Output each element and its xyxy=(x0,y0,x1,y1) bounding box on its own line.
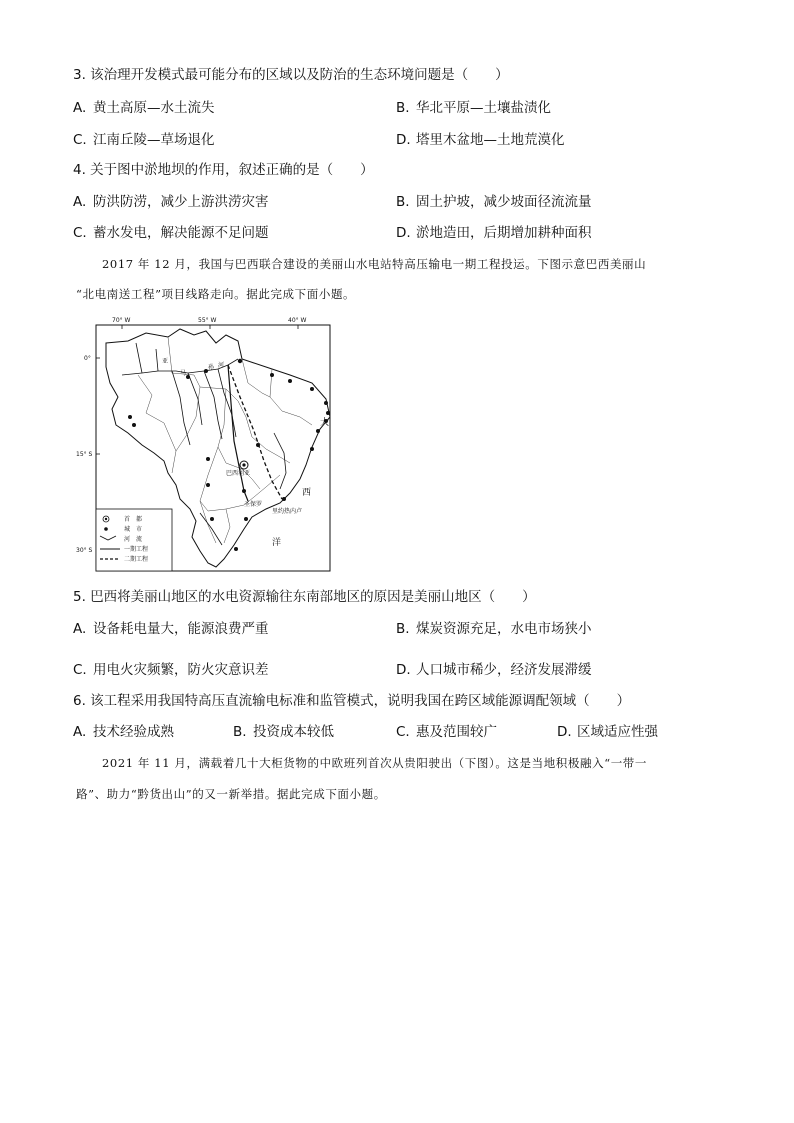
option-text: 防洪防涝，减少上游洪涝灾害 xyxy=(93,194,269,210)
ocean-char-1: 大 xyxy=(320,418,330,428)
option-text: 黄土高原—水土流失 xyxy=(93,100,215,116)
map-legend xyxy=(96,509,172,571)
option-letter: D. xyxy=(396,132,411,148)
river-char-4: 河 xyxy=(218,362,225,369)
river-char-2: 马 xyxy=(180,370,187,377)
passage-2-line-1: 2021 年 11 月，满载着几十大柜货物的中欧班列首次从贵阳驶出（下图）。这是当地积极融入“一带一 xyxy=(102,756,647,770)
q5-option-c[interactable] xyxy=(73,661,269,679)
question-5-stem: 5. 巴西将美丽山地区的水电资源输往东南部地区的原因是美丽山地区（ ） xyxy=(73,589,536,605)
option-text: 煤炭资源充足，水电市场狭小 xyxy=(416,621,592,637)
option-text: 塔里木盆地—土地荒漠化 xyxy=(416,132,565,148)
label-rio: 里约热内卢 xyxy=(272,508,303,515)
option-letter: C. xyxy=(73,662,87,678)
option-text: 区域适应性强 xyxy=(577,724,658,740)
legend-phase2: 二期工程 xyxy=(124,556,149,563)
q6-option-a[interactable] xyxy=(73,723,174,741)
question-3-stem: 3. 该治理开发模式最可能分布的区域以及防治的生态环境问题是（ ） xyxy=(73,67,509,83)
legend-river: 河 流 xyxy=(124,536,143,543)
q6-option-d[interactable] xyxy=(557,723,658,741)
q4-option-b[interactable] xyxy=(396,193,592,211)
river-char-1: 亚 xyxy=(162,358,169,365)
option-text: 华北平原—土壤盐渍化 xyxy=(416,100,551,116)
legend-phase1: 一期工程 xyxy=(124,546,149,553)
option-letter: B. xyxy=(233,724,247,740)
q5-option-b[interactable] xyxy=(396,620,592,638)
option-text: 设备耗电量大，能源浪费严重 xyxy=(93,621,269,637)
option-letter: B. xyxy=(396,194,410,210)
lon-label-40w: 40° W xyxy=(288,317,307,324)
q3-option-b[interactable] xyxy=(396,99,551,117)
option-letter: D. xyxy=(396,662,411,678)
label-brasilia: 巴西利亚 xyxy=(226,470,251,477)
lat-label-30s: 30° S xyxy=(76,547,93,554)
legend-city-symbol xyxy=(104,527,108,531)
option-text: 投资成本较低 xyxy=(253,724,334,740)
option-letter: B. xyxy=(396,100,410,116)
q3-option-a[interactable] xyxy=(73,99,215,117)
q6-option-b[interactable] xyxy=(233,723,334,741)
option-letter: A. xyxy=(73,724,87,740)
river-char-3: 孙 xyxy=(208,364,215,371)
lon-label-70w: 70° W xyxy=(112,317,131,324)
option-letter: A. xyxy=(73,621,87,637)
q4-option-c[interactable] xyxy=(73,224,269,242)
option-text: 技术经验成熟 xyxy=(93,724,174,740)
option-text: 蓄水发电，解决能源不足问题 xyxy=(93,225,269,241)
option-text: 用电火灾频繁，防火灾意识差 xyxy=(93,662,269,678)
question-6-stem: 6. 该工程采用我国特高压直流输电标准和监管模式，说明我国在跨区域能源调配领域（ ） xyxy=(73,693,631,709)
legend-capital: 首 都 xyxy=(124,516,143,523)
q6-option-c[interactable] xyxy=(396,723,497,741)
q5-option-d[interactable] xyxy=(396,661,592,679)
option-text: 人口城市稀少，经济发展滞缓 xyxy=(416,662,592,678)
label-sao-paulo: 圣保罗 xyxy=(244,501,263,508)
q5-option-a[interactable] xyxy=(73,620,269,638)
option-letter: A. xyxy=(73,100,87,116)
option-letter: B. xyxy=(396,621,410,637)
lat-label-15s: 15° S xyxy=(76,451,93,458)
option-letter: D. xyxy=(557,724,572,740)
option-text: 淤地造田，后期增加耕种面积 xyxy=(416,225,592,241)
lat-label-0: 0° xyxy=(84,355,91,362)
question-4-stem: 4. 关于图中淤地坝的作用，叙述正确的是（ ） xyxy=(73,162,374,178)
ocean-char-3: 洋 xyxy=(272,538,282,548)
option-text: 固土护坡，减少坡面径流流量 xyxy=(416,194,592,210)
q3-option-c[interactable] xyxy=(73,131,215,149)
option-letter: C. xyxy=(73,132,87,148)
legend-city: 城 市 xyxy=(124,526,143,533)
passage-1-line-2: “北电南送工程”项目线路走向。据此完成下面小题。 xyxy=(76,287,356,301)
q4-option-d[interactable] xyxy=(396,224,592,242)
passage-1-line-1: 2017 年 12 月，我国与巴西联合建设的美丽山水电站特高压输电一期工程投运。下图示意巴西美丽山 xyxy=(102,257,647,271)
q3-option-d[interactable] xyxy=(396,131,565,149)
option-letter: A. xyxy=(73,194,87,210)
option-letter: C. xyxy=(73,225,87,241)
option-letter: C. xyxy=(396,724,410,740)
option-text: 惠及范围较广 xyxy=(416,724,497,740)
brazil-power-transmission-map xyxy=(76,313,338,575)
passage-2-line-2: 路”、助力“黔货出山”的又一新举措。据此完成下面小题。 xyxy=(76,787,386,801)
ocean-char-2: 西 xyxy=(302,488,312,498)
option-letter: D. xyxy=(396,225,411,241)
lon-label-55w: 55° W xyxy=(198,317,217,324)
option-text: 江南丘陵—草场退化 xyxy=(93,132,215,148)
q4-option-a[interactable] xyxy=(73,193,269,211)
